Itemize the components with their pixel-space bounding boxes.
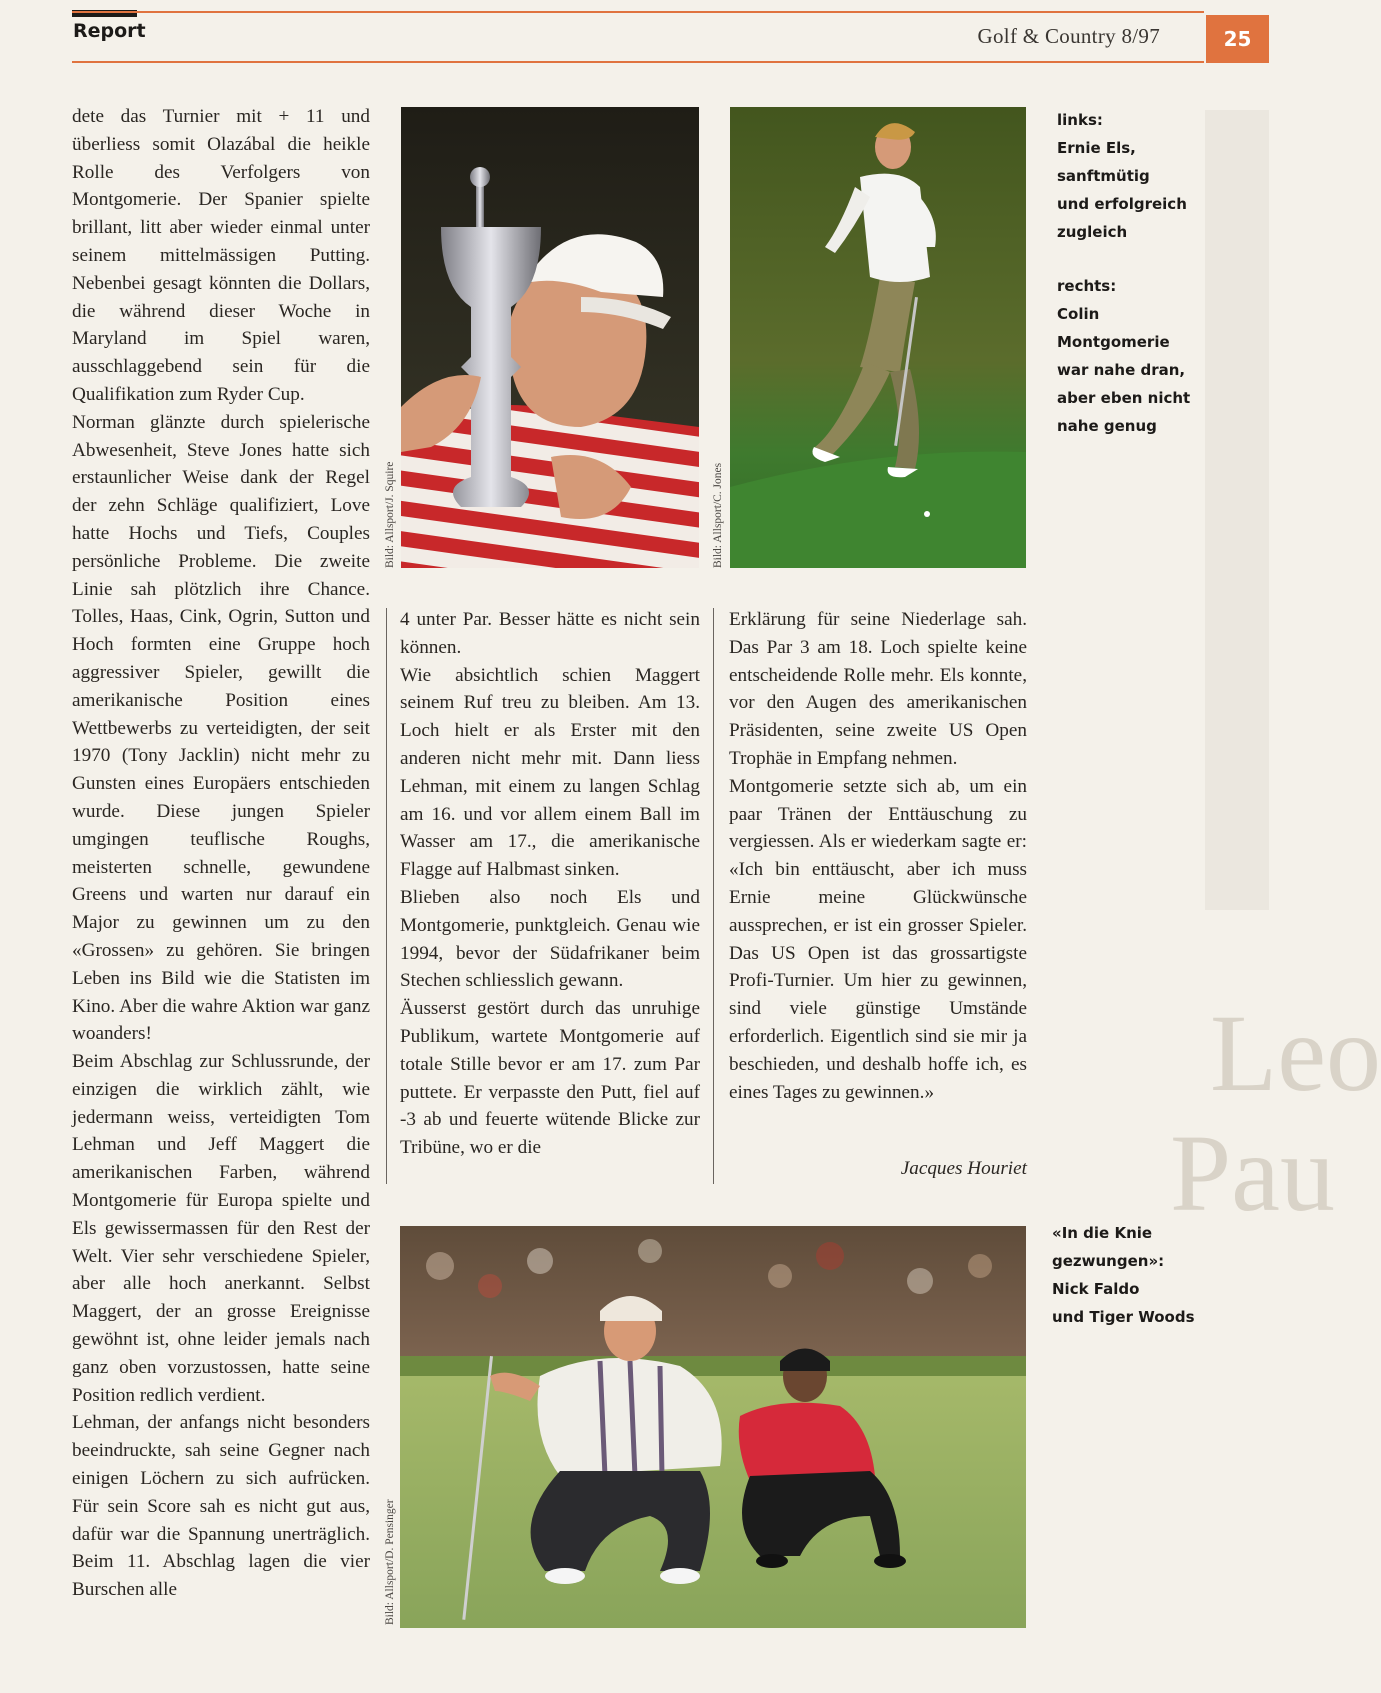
header-rule-top xyxy=(72,11,1204,13)
caption-line: und Tiger Woods xyxy=(1052,1308,1195,1326)
paragraph: Äusserst gestört durch das unruhige Publikum, wartete Montgomerie auf totale Stille bevor er am 17. zum Par puttete. Er verpasste den Putt, fiel auf -3 ab und feuerte wütende Blicke zur Tribüne, wo er die xyxy=(400,998,700,1159)
paragraph: dete das Turnier mit + 11 und überliess somit Olazábal die heikle Rolle des Verfolgers von Montgomerie. Der Spanier spielte brillant, litt aber wieder einmal unter seinem mittelmässigen Putting. Nebenbei gesagt könnten die Dollars, die während dieser Woche in Maryland im Spiel waren, ausschlaggebend sein für die Qualifikation zum Ryder Cup. xyxy=(72,106,370,405)
photo-colin-montgomerie xyxy=(730,107,1026,568)
paragraph: Wie absichtlich schien Maggert seinem Ruf treu zu bleiben. Am 13. Loch hielt er als Erster mit den anderen nicht mehr mit. Dann liess Lehman, mit einem zu langen Schlag am 16. und vor allem einem Ball im Wasser am 17., die amerikanische Flagge auf Halbmast sinken. xyxy=(400,664,700,881)
caption-faldo-woods xyxy=(1052,1219,1242,1331)
caption-line: «In die Knie xyxy=(1052,1224,1153,1242)
paragraph: Montgomerie setzte sich ab, um ein paar Tränen der Enttäuschung zu vergiessen. Als er wiederkam sagte er: «Ich bin enttäuscht, aber ich muss Ernie meine Glückwünsche aussprechen, er ist ein grosser Spieler. Das US Open ist das grossartigste Profi-Turnier. Um hier zu gewinnen, sind viele günstige Umstände erforderlich. Eigentlich sind sie mir ja beschieden, und deshalb hoffe ich, es eines Tages zu gewinnen.» xyxy=(729,775,1027,1103)
author-byline: Jacques Houriet xyxy=(900,1158,1027,1179)
paragraph: Erklärung für seine Niederlage sah. Das Par 3 am 18. Loch spielte keine entscheidende Rolle mehr. Els konnte, vor den Augen des amerikanischen Präsidenten, seine zweite US Open Trophäe in Empfang nehmen. xyxy=(729,609,1027,769)
caption-line: und erfolgreich xyxy=(1057,195,1187,213)
photo-credit-faldo: Bild: Allsport/D. Pensinger xyxy=(384,1499,396,1625)
paragraph: 4 unter Par. Besser hätte es nicht sein können. xyxy=(400,609,700,658)
caption-line: zugleich xyxy=(1057,223,1128,241)
caption-line: Montgomerie xyxy=(1057,333,1170,351)
caption-line: aber eben nicht xyxy=(1057,389,1191,407)
caption-line: sanftmütig xyxy=(1057,167,1150,185)
paragraph: Lehman, der anfangs nicht besonders beeindruckte, sah seine Gegner nach einigen Löchern zu sich aufrücken. Für sein Score sah es nicht gut aus, dafür war die Spannung unerträglich. Beim 11. Abschlag lagen die vier Burschen alle xyxy=(72,1412,370,1601)
photo-faldo-woods xyxy=(400,1226,1026,1628)
photo-credit-monty: Bild: Allsport/C. Jones xyxy=(712,462,724,568)
caption-line: links: xyxy=(1057,111,1103,129)
column-divider xyxy=(386,608,387,1184)
article-column-3 xyxy=(729,606,1027,1106)
section-label: Report xyxy=(73,20,146,42)
article-column-1 xyxy=(72,103,370,1604)
paragraph: Blieben also noch Els und Montgomerie, punktgleich. Genau wie 1994, bevor der Südafrikaner beim Stechen schliesslich gewann. xyxy=(400,886,700,992)
show-through-text: Leo xyxy=(1210,992,1381,1114)
caption-montgomerie xyxy=(1057,272,1237,440)
magazine-issue-title: Golf & Country 8/97 xyxy=(977,24,1160,48)
header-rule-bottom xyxy=(72,61,1204,63)
caption-line: war nahe dran, xyxy=(1057,361,1186,379)
photo-ernie-els xyxy=(401,107,699,568)
caption-line: Nick Faldo xyxy=(1052,1280,1140,1298)
caption-line: rechts: xyxy=(1057,277,1117,295)
paragraph: Beim Abschlag zur Schlussrunde, der einzigen die wirklich zählt, wie jedermann weiss, verteidigten Tom Lehman und Jeff Maggert die amerikanischen Farben, während Montgomerie für Europa spielte und Els gewissermassen für den Rest der Welt. Vier sehr verschiedene Spieler, aber alle hoch anerkannt. Selbst Maggert, der an grosse Ereignisse gewöhnt ist, ohne leider jemals nach ganz oben vorzustossen, hatte seine Position redlich verdient. xyxy=(72,1051,370,1406)
caption-els xyxy=(1057,106,1237,246)
paragraph: Norman glänzte durch spielerische Abwesenheit, Steve Jones hatte sich erstaunlicher Weise dank der Regel der zehn Schläge qualifiziert, Love hatte Hochs und Tiefs, Couples persönliche Probleme. Die zweite Linie sah plötzlich ihre Chance. Tolles, Haas, Cink, Ogrin, Sutton und Hoch formten eine Gruppe hoch aggressiver Spieler, gewillt die amerikanische Position eines Wettbewerbs zu verteidigten, der seit 1970 (Tony Jacklin) nicht mehr zu Gunsten eines Europäers entschieden wurde. Diese jungen Spieler umgingen teuflische Roughs, meisterten schnelle, gewundene Greens und warten nur darauf ein Major zu gewinnen um zu den «Grossen» zu gehören. Sie bringen Leben ins Bild wie die Statisten im Kino. Aber die wahre Aktion war ganz woanders! xyxy=(72,411,370,1045)
page-number: 25 xyxy=(1206,15,1269,63)
caption-line: Colin xyxy=(1057,305,1100,323)
caption-line: Ernie Els, xyxy=(1057,139,1136,157)
caption-line: nahe genug xyxy=(1057,417,1157,435)
column-divider xyxy=(713,608,714,1184)
photo-credit-els: Bild: Allsport/J. Squire xyxy=(384,461,396,568)
show-through-text: Pau xyxy=(1170,1112,1335,1234)
caption-line: gezwungen»: xyxy=(1052,1252,1165,1270)
article-column-2 xyxy=(400,606,700,1162)
